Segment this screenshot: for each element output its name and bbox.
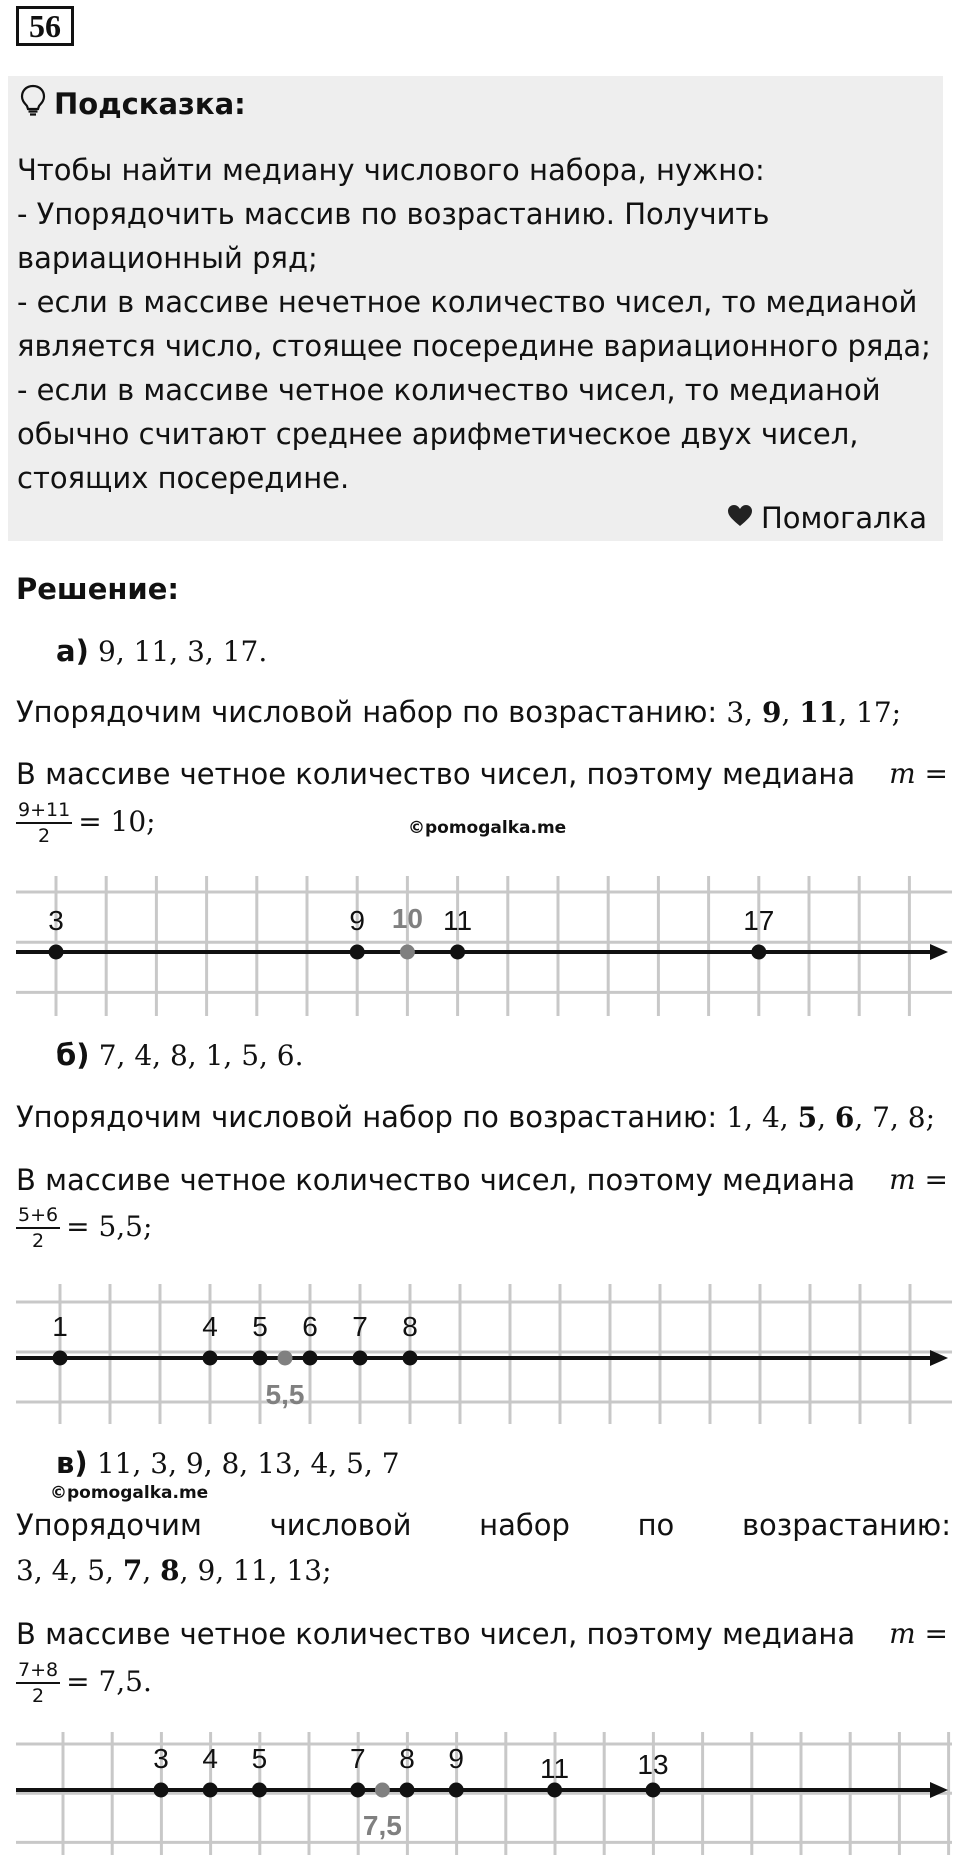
number-point [751, 945, 766, 960]
part-b-even-text: В массиве четное количество чисел, поэтому медиана [16, 1163, 856, 1197]
point-label: 1 [52, 1311, 68, 1342]
point-label: 17 [743, 905, 775, 936]
point-label: 7 [350, 1743, 366, 1774]
point-label: 13 [637, 1749, 669, 1780]
number-point [547, 1783, 562, 1798]
number-point [353, 1351, 368, 1366]
point-label: 8 [402, 1311, 418, 1342]
ordered-set: 3, 9, 11, 17; [726, 696, 902, 729]
result: = 10; [78, 805, 156, 838]
point-label: 3 [153, 1743, 169, 1774]
number-point [646, 1783, 661, 1798]
median-label: 7,5 [362, 1810, 402, 1841]
point-label: 6 [302, 1311, 318, 1342]
number-point [252, 1783, 267, 1798]
hint-line: Чтобы найти медиану числового набора, нужно: [17, 153, 765, 187]
number-point [400, 1783, 415, 1798]
number-point [350, 945, 365, 960]
number-point [303, 1351, 318, 1366]
number-set: 7, 4, 8, 1, 5, 6. [98, 1039, 304, 1072]
number-point [49, 945, 64, 960]
fraction: $\frac{9+11}{2}$ [18, 799, 71, 847]
median-label: 10 [391, 903, 423, 934]
hint-text [17, 148, 931, 500]
point-label: 5 [252, 1311, 268, 1342]
part-a-ordered [16, 695, 901, 729]
axis-arrow-icon [930, 1782, 948, 1798]
part-a-even-text: В массиве четное количество чисел, поэтому медиана [16, 757, 856, 791]
ordered-set: 3, 4, 5, 7, 8, 9, 11, 13; [16, 1554, 332, 1587]
axis-arrow-icon [930, 944, 948, 960]
task-number: 56 [16, 6, 74, 46]
hint-line: стоящих посередине. [17, 461, 350, 495]
part-c-order-text: Упорядочим числовой набор по возрастанию: [16, 1508, 951, 1542]
hint-line: - если в массиве нечетное количество чисел, то медианой [17, 285, 918, 319]
number-point [450, 945, 465, 960]
point-label: 4 [202, 1311, 218, 1342]
point-label: 11 [540, 1753, 570, 1784]
number-point [53, 1351, 68, 1366]
fraction: $\frac{5+6}{2}$ [18, 1204, 59, 1252]
number-point [154, 1783, 169, 1798]
solution-title: Решение: [16, 572, 180, 606]
number-set: 9, 11, 3, 17. [98, 635, 268, 668]
part-b-task [56, 1038, 304, 1072]
point-label: 3 [48, 905, 64, 936]
number-line-b [16, 1284, 952, 1424]
median-variable: m = [889, 1163, 948, 1196]
brand [727, 501, 927, 535]
number-point [203, 1351, 218, 1366]
number-point [449, 1783, 464, 1798]
lightbulb-icon [20, 84, 46, 123]
hint-box [8, 76, 943, 541]
hint-line: вариационный ряд; [17, 241, 318, 275]
watermark: ©pomogalka.me [50, 1483, 209, 1503]
number-point [203, 1783, 218, 1798]
order-text: Упорядочим числовой набор по возрастанию: [16, 695, 718, 729]
result: = 7,5. [66, 1665, 152, 1698]
result: = 5,5; [66, 1210, 153, 1243]
part-a-task [56, 634, 267, 668]
number-line-a [16, 876, 952, 1016]
ordered-set: 1, 4, 5, 6, 7, 8; [726, 1101, 936, 1134]
part-b-ordered [16, 1100, 935, 1134]
part-label: б) [56, 1038, 90, 1072]
watermark: ©pomogalka.me [408, 818, 567, 838]
number-set: 11, 3, 9, 8, 13, 4, 5, 7 [96, 1447, 400, 1480]
number-point [253, 1351, 268, 1366]
part-c-formula [16, 1660, 152, 1706]
point-label: 4 [202, 1743, 218, 1774]
order-text: Упорядочим числовой набор по возрастанию: [16, 1100, 718, 1134]
part-c-ordered [16, 1553, 332, 1587]
hint-line: - если в массиве четное количество чисел, то медианой [17, 373, 881, 407]
point-label: 9 [349, 905, 365, 936]
hint-header [20, 84, 246, 123]
point-label: 11 [443, 905, 473, 936]
number-point [403, 1351, 418, 1366]
heart-icon [727, 501, 753, 535]
number-point [350, 1783, 365, 1798]
part-label: в) [56, 1446, 88, 1480]
fraction: $\frac{7+8}{2}$ [18, 1659, 59, 1707]
point-label: 8 [399, 1743, 415, 1774]
median-point [375, 1783, 390, 1798]
hint-title: Подсказка: [54, 86, 246, 121]
hint-line: - Упорядочить массив по возрастанию. Получить [17, 197, 770, 231]
median-label: 5,5 [265, 1379, 305, 1410]
hint-line: является число, стоящее посередине вариационного ряда; [17, 329, 931, 363]
part-label: а) [56, 634, 89, 668]
median-variable: m = [889, 757, 948, 790]
median-point [400, 945, 415, 960]
number-line-c [16, 1732, 952, 1855]
point-label: 9 [448, 1743, 464, 1774]
point-label: 5 [251, 1743, 268, 1774]
brand-name: Помогалка [761, 501, 927, 535]
median-point [278, 1351, 293, 1366]
hint-line: обычно считают среднее арифметическое двух чисел, [17, 417, 859, 451]
point-label: 7 [352, 1311, 368, 1342]
part-a-formula [16, 800, 156, 846]
part-b-formula [16, 1205, 152, 1251]
median-variable: m = [889, 1617, 948, 1650]
part-c-task [56, 1446, 400, 1480]
part-c-even-text: В массиве четное количество чисел, поэтому медиана [16, 1617, 856, 1651]
